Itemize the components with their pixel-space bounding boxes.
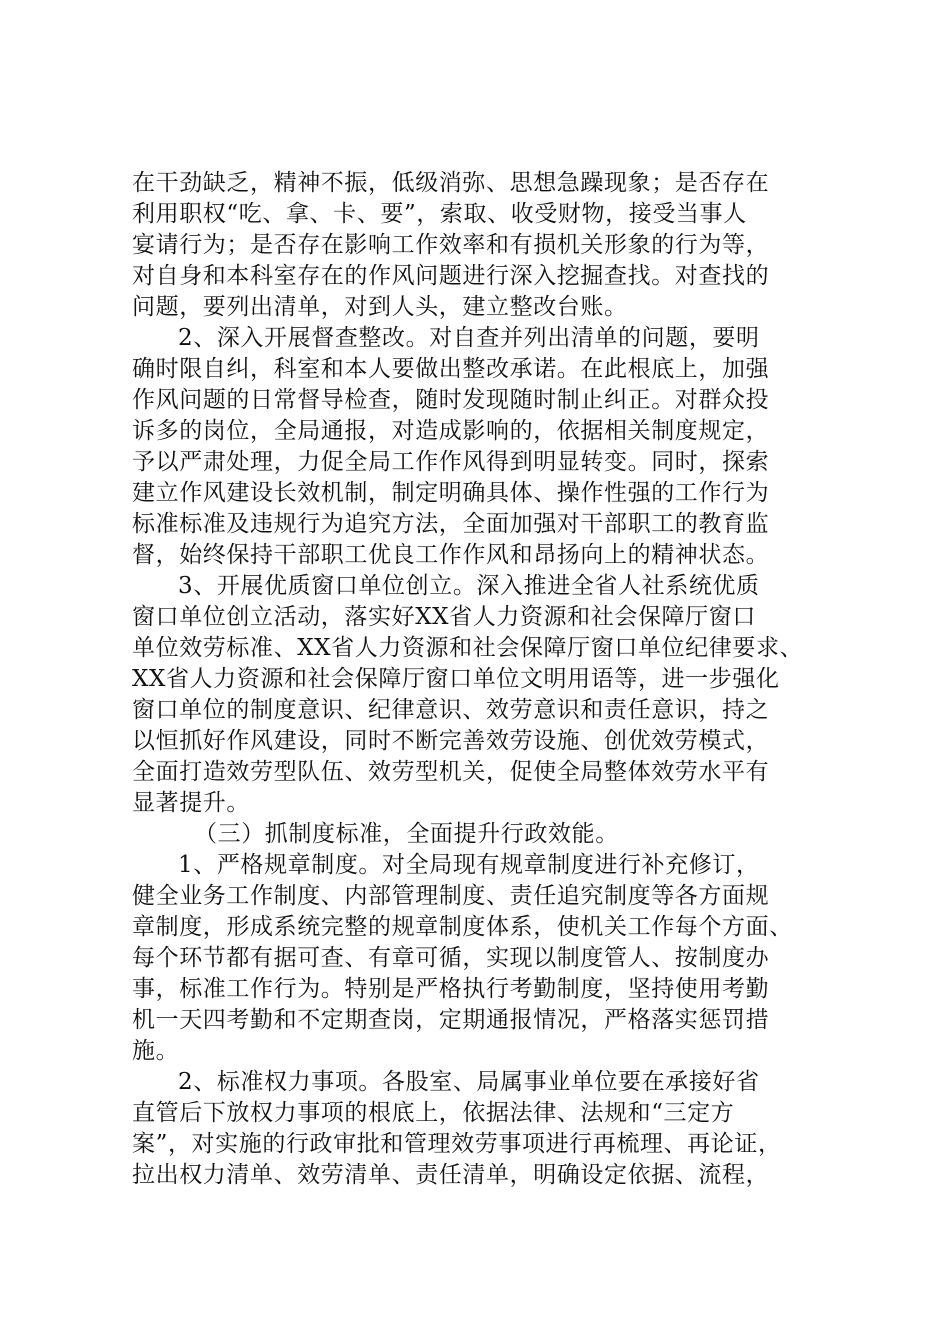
text-line: 督，始终保持干部职工优良工作作风和昂扬向上的精神状态。 [132, 542, 770, 568]
text-line: 全面打造效劳型队伍、效劳型机关，促使全局整体效劳水平有 [132, 759, 770, 785]
text-line: 确时限自纠，科室和本人要做出整改承诺。在此根底上，加强 [132, 356, 770, 382]
text-line: 单位效劳标准、XX省人力资源和社会保障厅窗口单位纪律要求、 [132, 635, 804, 661]
text-line: 作风问题的日常督导检查，随时发现随时制止纠正。对群众投 [132, 387, 770, 413]
paragraph-start-line: 2、深入开展督查整改。对自查并列出清单的问题，要明 [178, 325, 760, 351]
text-line: 建立作风建设长效机制，制定明确具体、操作性强的工作行为 [132, 480, 770, 506]
text-line: 健全业务工作制度、内部管理制度、责任追究制度等各方面规 [132, 883, 770, 909]
text-line: XX省人力资源和社会保障厅窗口单位文明用语等，进一步强化 [132, 666, 780, 692]
text-line: 在干劲缺乏，精神不振，低级消弥、思想急躁现象；是否存在 [132, 170, 770, 196]
text-line: 利用职权“吃、拿、卡、要”，索取、收受财物，接受当事人 [132, 201, 747, 227]
text-line: 对自身和本科室存在的作风问题进行深入挖掘查找。对查找的 [132, 263, 770, 289]
text-line: 施。 [132, 1038, 180, 1064]
text-line: 章制度，形成系统完整的规章制度体系，使机关工作每个方面、 [132, 914, 793, 940]
text-line: 机一天四考勤和不定期查岗，定期通报情况，严格落实惩罚措 [132, 1007, 770, 1033]
text-line: 窗口单位的制度意识、纪律意识、效劳意识和责任意识，持之 [132, 697, 770, 723]
text-line: 诉多的岗位，全局通报，对造成影响的，依据相关制度规定， [132, 418, 770, 444]
text-line: 事，标准工作行为。特别是严格执行考勤制度，坚持使用考勤 [132, 976, 770, 1002]
section-heading: （三）抓制度标准，全面提升行政效能。 [194, 821, 619, 847]
text-line: 以恒抓好作风建设，同时不断完善效劳设施、创优效劳模式， [132, 728, 770, 754]
text-line: 拉出权力清单、效劳清单、责任清单，明确设定依据、流程， [132, 1162, 770, 1188]
text-line: 宴请行为；是否存在影响工作效率和有损机关形象的行为等， [132, 232, 770, 258]
text-line: 予以严肃处理，力促全局工作作风得到明显转变。同时，探索 [132, 449, 770, 475]
text-line: 窗口单位创立活动，落实好XX省人力资源和社会保障厅窗口 [132, 604, 756, 630]
paragraph-start-line: 2、标准权力事项。各股室、局属事业单位要在承接好省 [178, 1069, 760, 1095]
document-body [132, 168, 832, 1191]
text-line: 案”，对实施的行政审批和管理效劳事项进行再梳理、再论证， [132, 1131, 782, 1157]
paragraph-start-line: 1、严格规章制度。对全局现有规章制度进行补充修订， [178, 852, 760, 878]
text-line: 标准标准及违规行为追究方法，全面加强对干部职工的教育监 [132, 511, 770, 537]
paragraph-start-line: 3、开展优质窗口单位创立。深入推进全省人社系统优质 [178, 573, 760, 599]
text-line: 每个环节都有据可查、有章可循，实现以制度管人、按制度办 [132, 945, 770, 971]
text-line: 显著提升。 [132, 790, 250, 816]
text-line: 问题，要列出清单，对到人头，建立整改台账。 [132, 294, 628, 320]
text-line: 直管后下放权力事项的根底上，依据法律、法规和“三定方 [132, 1100, 735, 1126]
